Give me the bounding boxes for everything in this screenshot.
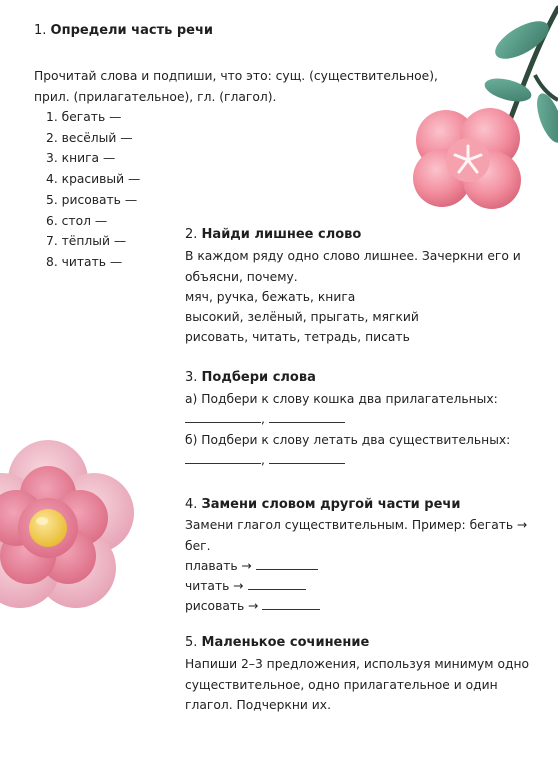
comma: , xyxy=(261,453,265,467)
section4-instruction: Замени глагол существительным. Пример: бегать → бег. xyxy=(185,518,528,553)
section3-task-b: б) Подбери к слову летать два существительных: xyxy=(185,433,511,447)
comma: , xyxy=(261,412,265,426)
list-item: 3. книга — xyxy=(46,151,116,166)
pink-flower-icon xyxy=(0,440,145,615)
section3-heading xyxy=(185,369,316,387)
answer-blank[interactable] xyxy=(256,556,318,570)
section1-instruction: Прочитай слова и подпиши, что это: сущ. (существительное), прил. (прилагательное), гл. (глагол). xyxy=(34,69,438,104)
cherry-blossom-icon xyxy=(400,0,558,230)
section5-title: Маленькое сочинение xyxy=(201,635,370,650)
section2-number: 2. xyxy=(185,227,198,242)
list-item: 6. стол — xyxy=(46,213,108,228)
list-item: 8. читать — xyxy=(46,254,123,269)
answer-blank[interactable] xyxy=(269,450,345,464)
section1-number: 1. xyxy=(34,23,47,38)
item-label: плавать → xyxy=(185,559,252,573)
section4-title: Замени словом другой части речи xyxy=(201,497,461,512)
section4-number: 4. xyxy=(185,497,198,512)
section2-instruction: В каждом ряду одно слово лишнее. Зачеркни его и объясни, почему. xyxy=(185,249,521,284)
section3-number: 3. xyxy=(185,370,198,385)
answer-blank[interactable] xyxy=(262,596,320,610)
section3-task-a: а) Подбери к слову кошка два прилагательных: xyxy=(185,392,498,406)
section4-item xyxy=(185,596,320,617)
section1-heading xyxy=(34,22,213,40)
list-item: 2. весёлый — xyxy=(46,130,133,145)
answer-blank[interactable] xyxy=(185,409,261,423)
list-item: 1. бегать — xyxy=(46,110,122,124)
section2-title: Найди лишнее слово xyxy=(201,227,362,242)
section5-heading xyxy=(185,634,369,652)
answer-blank[interactable] xyxy=(185,450,261,464)
section3-title: Подбери слова xyxy=(201,370,316,385)
section4-item xyxy=(185,556,318,577)
section4-heading xyxy=(185,496,460,514)
section1-word-list xyxy=(46,107,140,273)
item-label: читать → xyxy=(185,579,244,593)
section2-heading xyxy=(185,226,361,244)
section5-number: 5. xyxy=(185,635,198,650)
answer-blank[interactable] xyxy=(248,576,306,590)
section1-title: Определи часть речи xyxy=(50,23,214,38)
answer-blank[interactable] xyxy=(269,409,345,423)
list-item: 7. тёплый — xyxy=(46,234,127,249)
section2-row: рисовать, читать, тетрадь, писать xyxy=(185,330,410,344)
section3-answer-b xyxy=(185,450,345,471)
section2-row: высокий, зелёный, прыгать, мягкий xyxy=(185,310,419,324)
list-item: 5. рисовать — xyxy=(46,192,138,207)
section4-item xyxy=(185,576,306,597)
list-item: 4. красивый — xyxy=(46,172,141,187)
section3-answer-a xyxy=(185,409,345,430)
section5-instruction: Напиши 2–3 предложения, используя минимум одно существительное, одно прилагательное и один глагол. Подчеркни их. xyxy=(185,657,530,712)
section2-row: мяч, ручка, бежать, книга xyxy=(185,290,356,304)
item-label: рисовать → xyxy=(185,599,259,613)
